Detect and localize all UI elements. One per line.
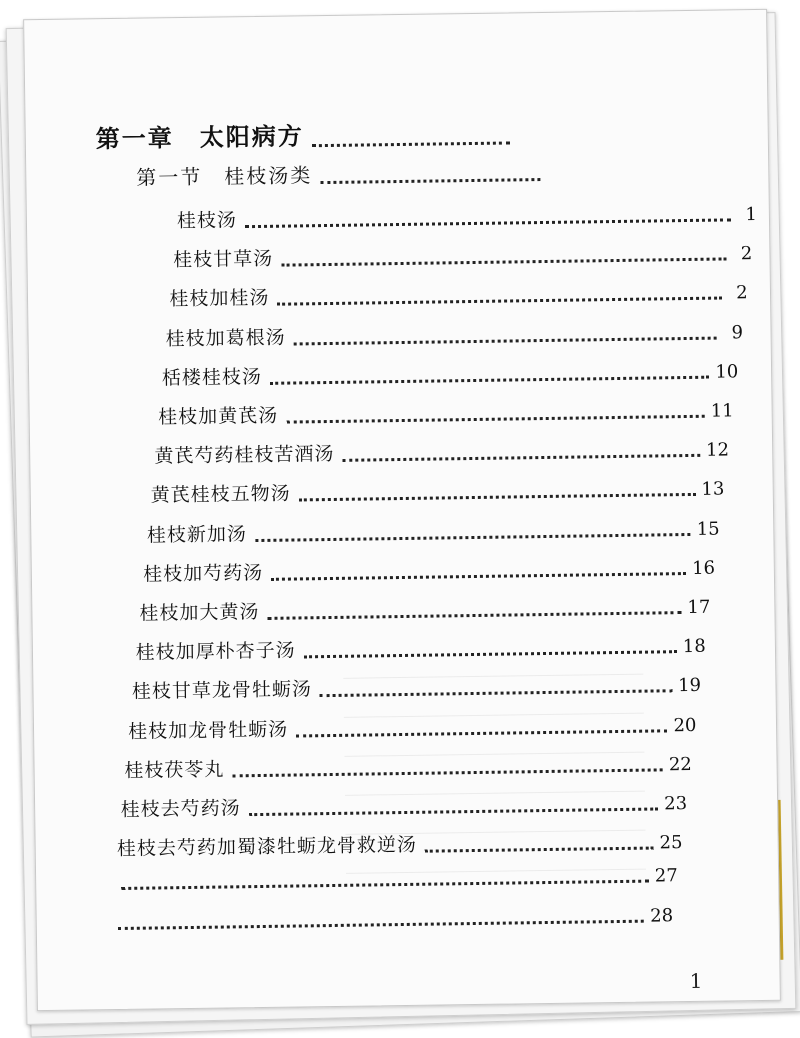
toc-entry <box>169 277 748 312</box>
dot-leader <box>425 847 654 853</box>
dot-leader <box>320 178 540 184</box>
toc-entry-title: 桂枝去芍药加蜀漆牡蛎龙骨救逆汤 <box>116 834 418 861</box>
toc-chapter-heading <box>96 113 516 154</box>
dot-leader <box>320 690 672 698</box>
toc-entry <box>147 512 720 547</box>
toc-entry-page-number: 27 <box>654 865 678 887</box>
page-number: 1 <box>689 968 703 994</box>
toc-entry <box>109 905 673 934</box>
dot-leader <box>271 572 686 581</box>
dot-leader <box>296 729 667 737</box>
section-title: 第一节 桂枝汤类 <box>136 163 313 190</box>
dot-leader <box>312 141 510 147</box>
toc-entry-page-number: 15 <box>696 518 720 540</box>
dot-leader <box>299 493 696 502</box>
toc-entry-page-number: 25 <box>659 832 683 854</box>
dot-leader <box>278 297 722 306</box>
toc-entry-title: 桂枝新加汤 <box>146 522 248 547</box>
toc-entry <box>158 394 734 429</box>
toc-entry <box>150 473 724 508</box>
toc-entry-page-number: 22 <box>668 753 692 776</box>
toc-entry-page-number: 23 <box>664 793 688 815</box>
dot-leader <box>281 258 726 267</box>
chapter-title: 第一章 太阳病方 <box>95 122 304 154</box>
toc-entry-page-number: 19 <box>678 675 702 697</box>
toc-entry-page-number: 12 <box>705 439 730 461</box>
toc-entry-title: 桂枝加葛根汤 <box>165 326 286 350</box>
toc-entry-title: 桂枝加黄芪汤 <box>158 404 279 429</box>
toc-entry-title: 桂枝茯苓丸 <box>124 758 225 782</box>
toc-entry-page-number: 17 <box>687 596 711 619</box>
toc-entry-page-number: 20 <box>673 714 697 736</box>
dot-leader <box>249 807 659 816</box>
toc-entry-page-number: 16 <box>691 557 716 579</box>
toc-entry-title: 桂枝加芍药汤 <box>143 561 264 586</box>
dot-leader <box>286 415 705 424</box>
toc-entry <box>177 198 757 233</box>
dot-leader <box>255 533 691 542</box>
dot-leader <box>342 454 700 462</box>
toc-entry-title: 栝楼桂枝汤 <box>161 365 263 390</box>
dot-leader <box>232 768 662 777</box>
toc-entry-page-number: 9 <box>731 321 744 343</box>
toc-entry <box>154 434 729 469</box>
toc-section-heading <box>136 156 546 191</box>
toc-entry-title: 桂枝甘草汤 <box>173 247 274 272</box>
toc-entry-title: 黄芪桂枝五物汤 <box>150 482 291 507</box>
dot-leader <box>267 611 681 620</box>
toc-entry-page-number: 18 <box>682 635 706 658</box>
toc-entry <box>173 237 752 272</box>
dot-leader <box>270 375 709 384</box>
toc-entry-title: 桂枝加龙骨牡蛎汤 <box>128 718 289 743</box>
toc-entry-title: 桂枝汤 <box>176 209 238 233</box>
toc-entry-page-number: 1 <box>745 204 758 226</box>
dot-leader <box>245 218 731 228</box>
toc-entry-title: 桂枝加大黄汤 <box>139 601 260 625</box>
toc-page <box>23 9 781 1011</box>
toc-entry-page-number: 28 <box>650 904 674 927</box>
dot-leader <box>294 336 717 345</box>
toc-entry-page-number: 2 <box>740 243 753 265</box>
toc-entry <box>162 355 739 390</box>
toc-entry-title: 桂枝加厚朴杏子汤 <box>135 639 296 664</box>
toc-entry-page-number: 13 <box>701 478 725 501</box>
toc-entry-title: 桂枝甘草龙骨牡蛎汤 <box>131 678 313 704</box>
dot-leader <box>117 919 644 929</box>
toc-entry-title: 黄芪芍药桂枝苦酒汤 <box>154 443 335 468</box>
toc-entry-page-number: 10 <box>715 361 739 383</box>
toc-entry <box>165 316 743 351</box>
toc-entry <box>143 551 715 586</box>
dot-leader <box>304 650 677 658</box>
toc-entry-title: 桂枝加桂汤 <box>169 287 270 311</box>
toc-entry-page-number: 11 <box>710 400 734 422</box>
toc-entry <box>139 591 710 626</box>
toc-entry-title: 桂枝去芍药汤 <box>120 797 241 821</box>
toc-entry-page-number: 2 <box>735 282 748 304</box>
